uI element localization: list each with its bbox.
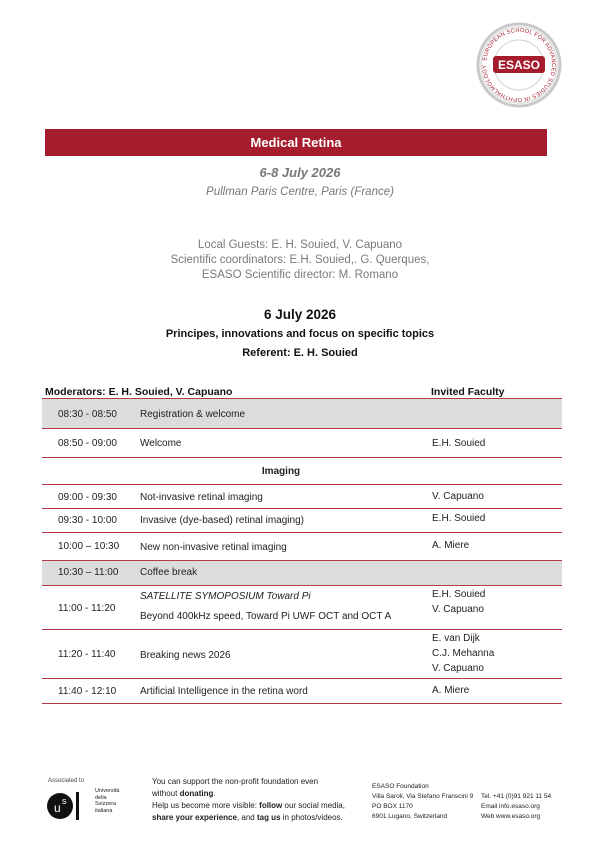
email-link[interactable]: Email info.esaso.org (481, 803, 540, 810)
row-time: 11:20 - 11:40 (58, 649, 116, 660)
table-row (42, 484, 562, 508)
section-row (42, 457, 562, 484)
row-activity: Registration & welcome (140, 409, 246, 420)
page-footer (0, 770, 600, 847)
row-activity-subtitle: Beyond 400kHz speed, Toward Pi UWF OCT and OCT A (140, 611, 392, 622)
table-row (42, 532, 562, 560)
scientific-director: ESASO Scientific director: M. Romano (201, 269, 399, 281)
row-faculty: E.H. Souied (432, 438, 486, 449)
course-venue: Pullman Paris Centre, Paris (France) (206, 186, 394, 198)
row-faculty: E.H. Souied (432, 513, 486, 524)
row-time: 09:30 - 10:00 (58, 515, 117, 526)
row-activity-title: SATELLITE SYMOPOSIUM Toward Pi (140, 591, 311, 602)
row-faculty: C.J. Mehanna (432, 648, 495, 659)
row-time: 08:30 - 08:50 (58, 409, 117, 420)
day-topic: Principes, innovations and focus on specific topics (165, 328, 435, 340)
row-faculty: V. Capuano (432, 491, 484, 502)
svg-text:u: u (54, 801, 61, 815)
course-dates: 6-8 July 2026 (259, 165, 341, 180)
table-row (42, 560, 562, 585)
table-row (42, 398, 562, 428)
row-time: 11:40 - 12:10 (58, 686, 117, 697)
row-activity: Artificial Intelligence in the retina word (140, 686, 308, 697)
support-text: You can support the non-profit foundation even without donating. Help us become more visible: follow our social media, share your experience, and tag us in photos/videos. (152, 777, 345, 822)
row-activity: Welcome (140, 438, 182, 449)
row-time: 10:00 – 10:30 (58, 541, 120, 552)
day-date: 6 July 2026 (263, 307, 337, 322)
section-label: Imaging (261, 466, 301, 477)
foundation-contact: Tel. +41 (0)91 921 11 54 Email info.esaso.org Web www.esaso.org (481, 792, 571, 822)
row-faculty: E. van Dijk (432, 633, 480, 644)
usi-name: Università della Svizzera italiana (95, 788, 120, 814)
row-faculty: E.H. Souied (432, 589, 486, 600)
table-row (42, 508, 562, 532)
table-row (42, 585, 562, 629)
row-activity: Not-invasive retinal imaging (140, 492, 263, 503)
local-guests: Local Guests: E. H. Souied, V. Capuano (197, 239, 403, 251)
people-block (0, 238, 600, 283)
esaso-logo (476, 22, 562, 108)
foundation-address: ESASO Foundation Villa Saroli, Via Stefano Franscini 9 PO BOX 1170 6901 Lugano, Switzerland (372, 783, 474, 820)
row-activity: New non-invasive retinal imaging (140, 542, 287, 553)
moderators-header: Moderators: E. H. Souied, V. Capuano (45, 386, 233, 398)
logo-ring-text: EUROPEAN SCHOOL FOR ADVANCED STUDIES IN OPHTHALMOLOGY (481, 27, 557, 103)
row-faculty: V. Capuano (432, 604, 484, 615)
scientific-coordinators: Scientific coordinators: E.H. Souied,. G. Querques, (170, 254, 430, 266)
course-title-banner (45, 129, 547, 156)
row-activity: Invasive (dye-based) retinal imaging) (140, 515, 304, 526)
web-link[interactable]: Web www.esaso.org (481, 813, 541, 820)
row-activity: Breaking news 2026 (140, 650, 231, 661)
row-activity: Coffee break (140, 567, 198, 578)
svg-text:s: s (62, 796, 67, 806)
row-time: 10:30 – 11:00 (58, 567, 119, 578)
course-title: Medical Retina (250, 135, 342, 150)
row-time: 09:00 - 09:30 (58, 492, 117, 503)
usi-logo (47, 790, 83, 822)
row-faculty: A. Miere (432, 540, 470, 551)
table-row (42, 428, 562, 457)
row-faculty: V. Capuano (432, 663, 484, 674)
row-time: 11:00 - 11:20 (58, 603, 116, 614)
day-referent: Referent: E. H. Souied (242, 347, 358, 359)
row-time: 08:50 - 09:00 (58, 438, 117, 449)
table-row (42, 678, 562, 704)
faculty-header: Invited Faculty (431, 386, 505, 398)
logo-text: ESASO (497, 58, 541, 72)
program-table (42, 398, 562, 704)
table-row (42, 629, 562, 678)
associated-label: Associated to (48, 778, 85, 784)
row-faculty: A. Miere (432, 685, 470, 696)
